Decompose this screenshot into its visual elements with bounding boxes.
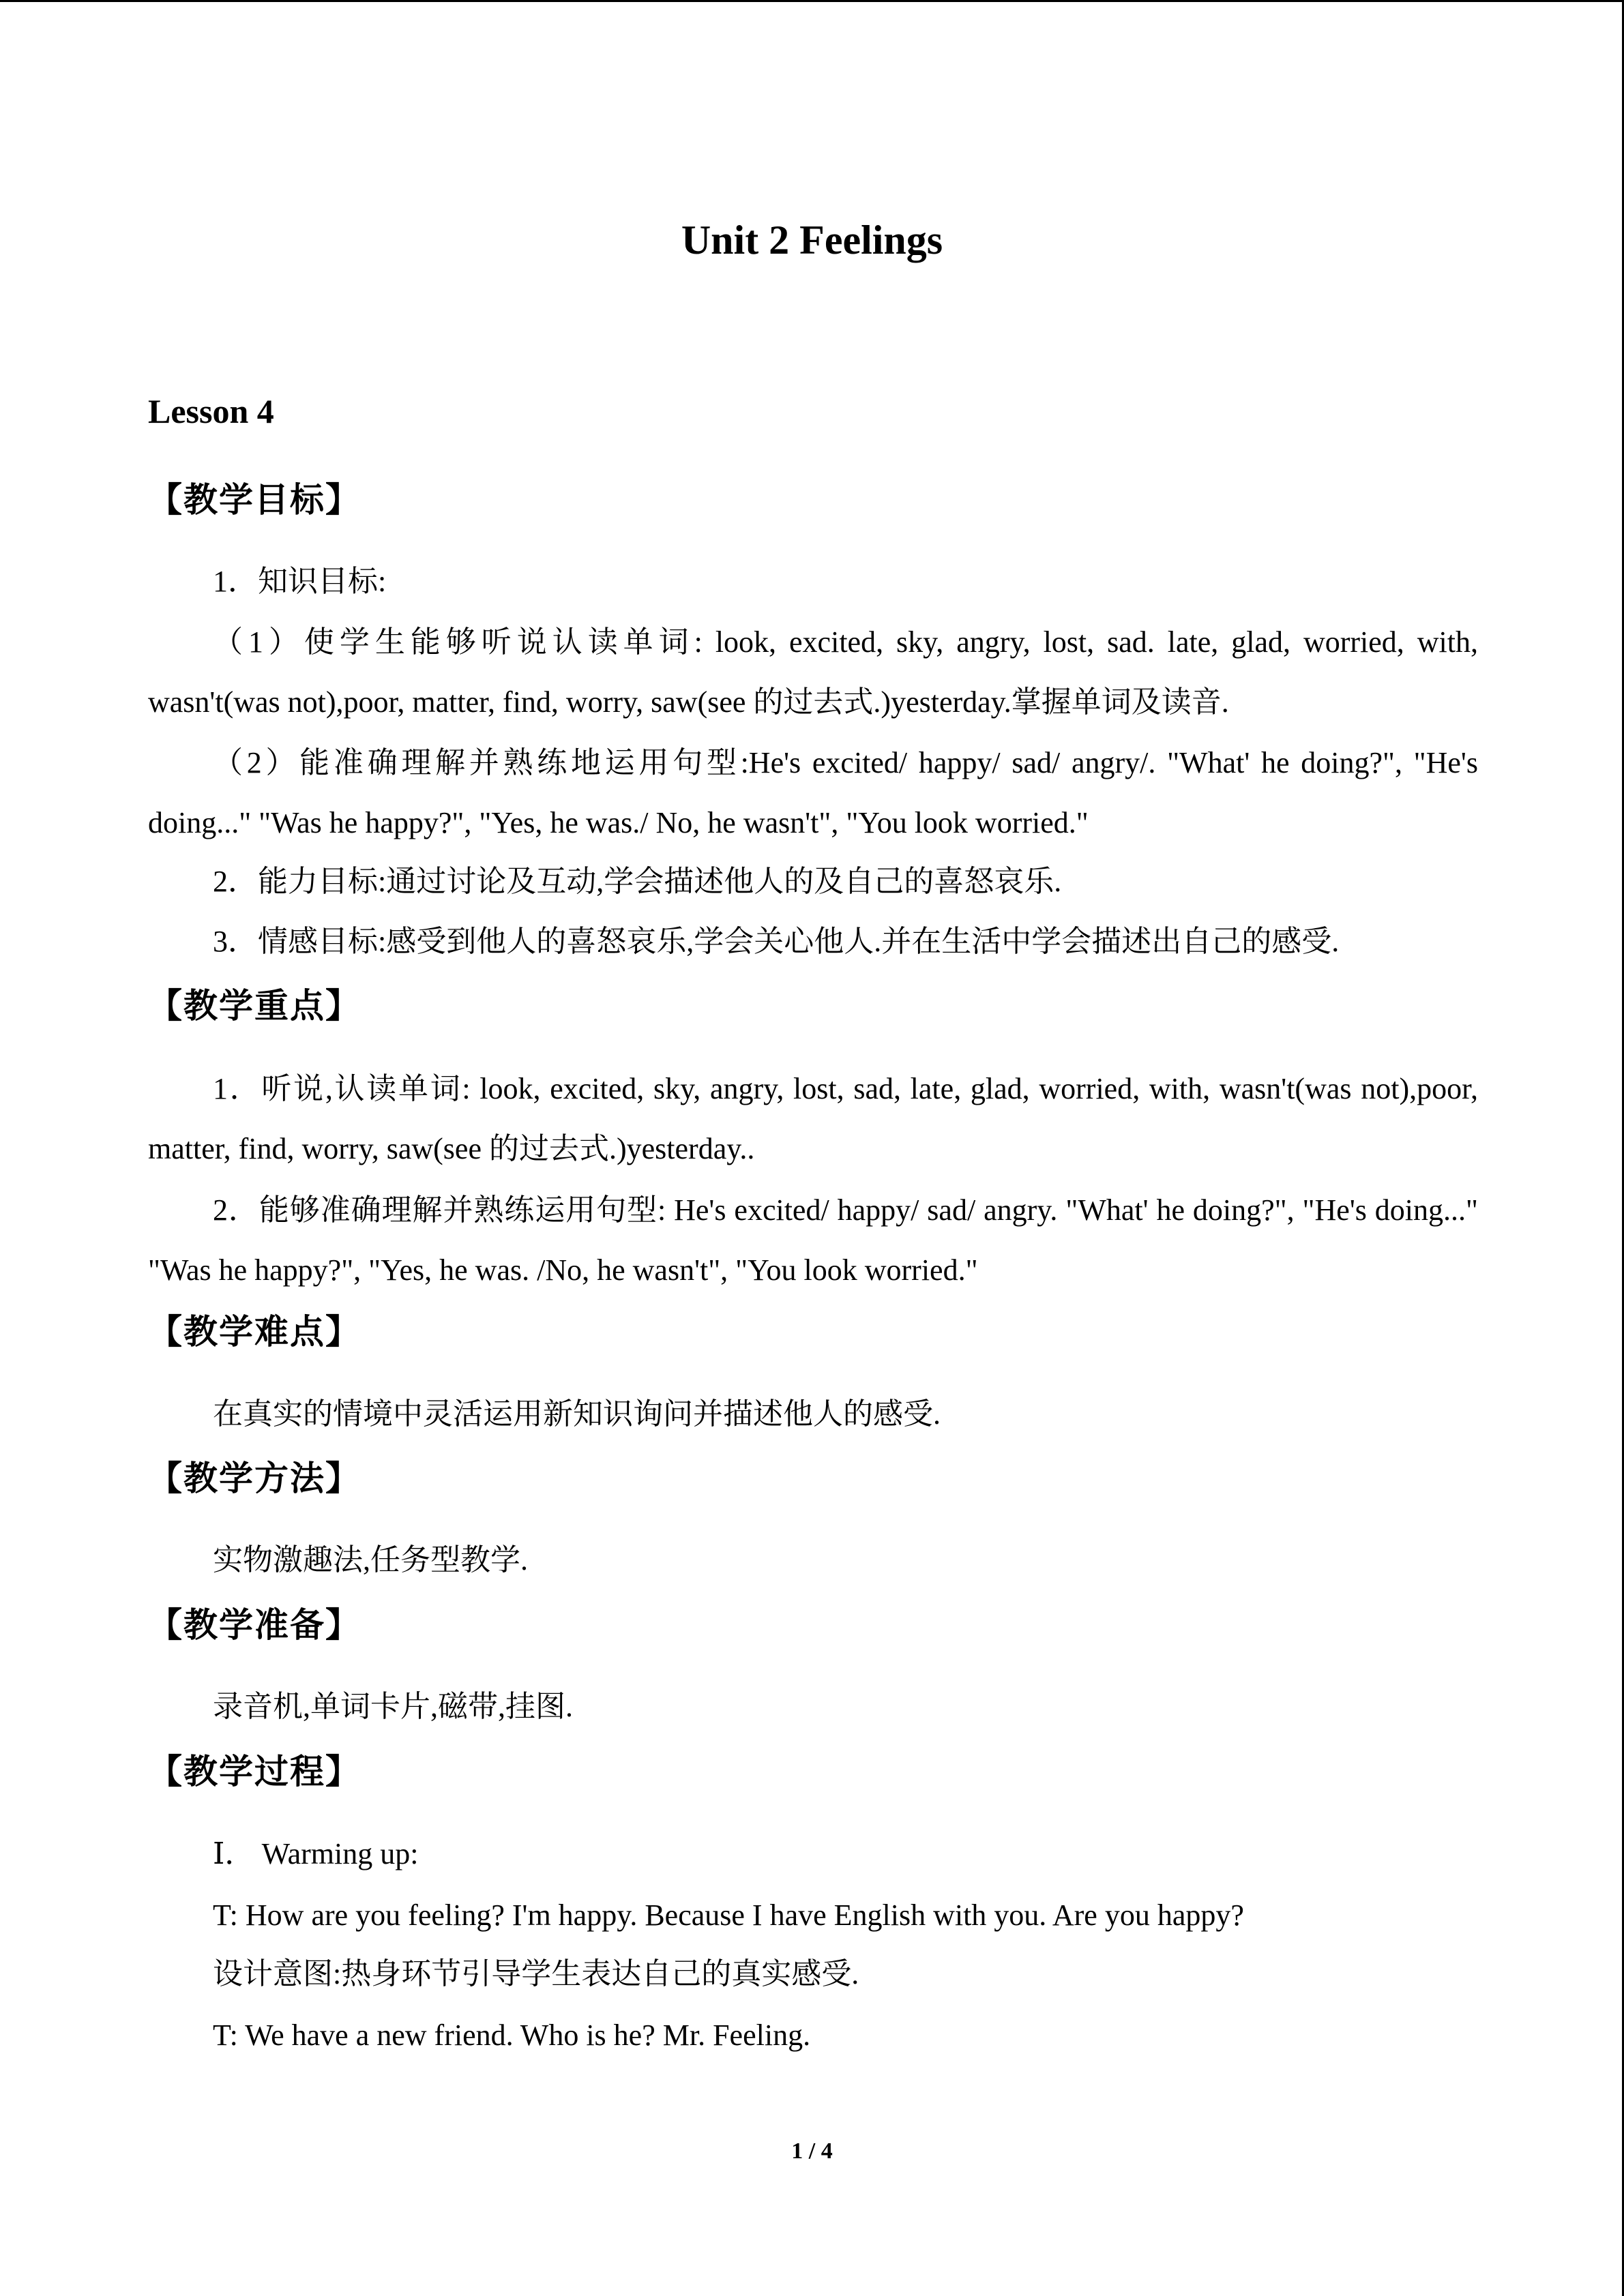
objectives-item1-sub2: （2）能准确理解并熟练地运用句型:He's excited/ happy/ sad/ angry/. "What' he doing?", "He's doing..." "Was he happy?", "Yes, he was./ No, he wasn't", "You look worried." <box>148 746 1478 839</box>
objectives-item3: 3．情感目标:感受到他人的喜怒哀乐,学会关心他人.并在生活中学会描述出自己的感受. <box>213 925 1340 958</box>
objectives-item1-sub1: （1）使学生能够听说认读单词: look, excited, sky, angry, lost, sad. late, glad, worried, with, wasn't(was not),poor, matter, find, worry, saw(see 的过去式.)yesterday.掌握单词及读音. <box>148 625 1478 719</box>
heading-objectives: 【教学目标】 <box>148 480 361 520</box>
heading-process: 【教学过程】 <box>148 1752 361 1791</box>
preparation-text: 录音机,单词卡片,磁带,挂图. <box>213 1690 573 1723</box>
process-line2: 设计意图:热身环节引导学生表达自己的真实感受. <box>213 1957 859 1991</box>
heading-preparation: 【教学准备】 <box>148 1605 361 1645</box>
difficulties-text: 在真实的情境中灵活运用新知识询问并描述他人的感受. <box>213 1397 941 1431</box>
process-step1: Ⅰ． Warming up: <box>213 1837 419 1870</box>
objectives-item2: 2．能力目标:通过讨论及互动,学会描述他人的及自己的喜怒哀乐. <box>213 865 1062 898</box>
heading-keypoints: 【教学重点】 <box>148 986 361 1026</box>
page-number: 1 / 4 <box>791 2138 833 2164</box>
lesson-label: Lesson 4 <box>148 392 274 430</box>
heading-methods: 【教学方法】 <box>148 1459 361 1498</box>
keypoints-item2: 2．能够准确理解并熟练运用句型: He's excited/ happy/ sad/ angry. "What' he doing?", "He's doing..." "Was he happy?", "Yes, he was. /No, he wasn't", "You look worried." <box>148 1193 1478 1287</box>
methods-text: 实物激趣法,任务型教学. <box>213 1543 528 1577</box>
document-title: Unit 2 Feelings <box>681 218 943 263</box>
heading-difficulties: 【教学难点】 <box>148 1312 361 1352</box>
keypoints-item1: 1．听说,认读单词: look, excited, sky, angry, lost, sad, late, glad, worried, with, wasn't(was not),poor, matter, find, worry, saw(see 的过去式.)yesterday.. <box>148 1072 1478 1165</box>
process-line1: T: How are you feeling? I'm happy. Because I have English with you. Are you happy? <box>213 1898 1244 1932</box>
objectives-item1-label: 1．知识目标: <box>213 565 387 598</box>
process-line3: T: We have a new friend. Who is he? Mr. Feeling. <box>213 2018 811 2052</box>
